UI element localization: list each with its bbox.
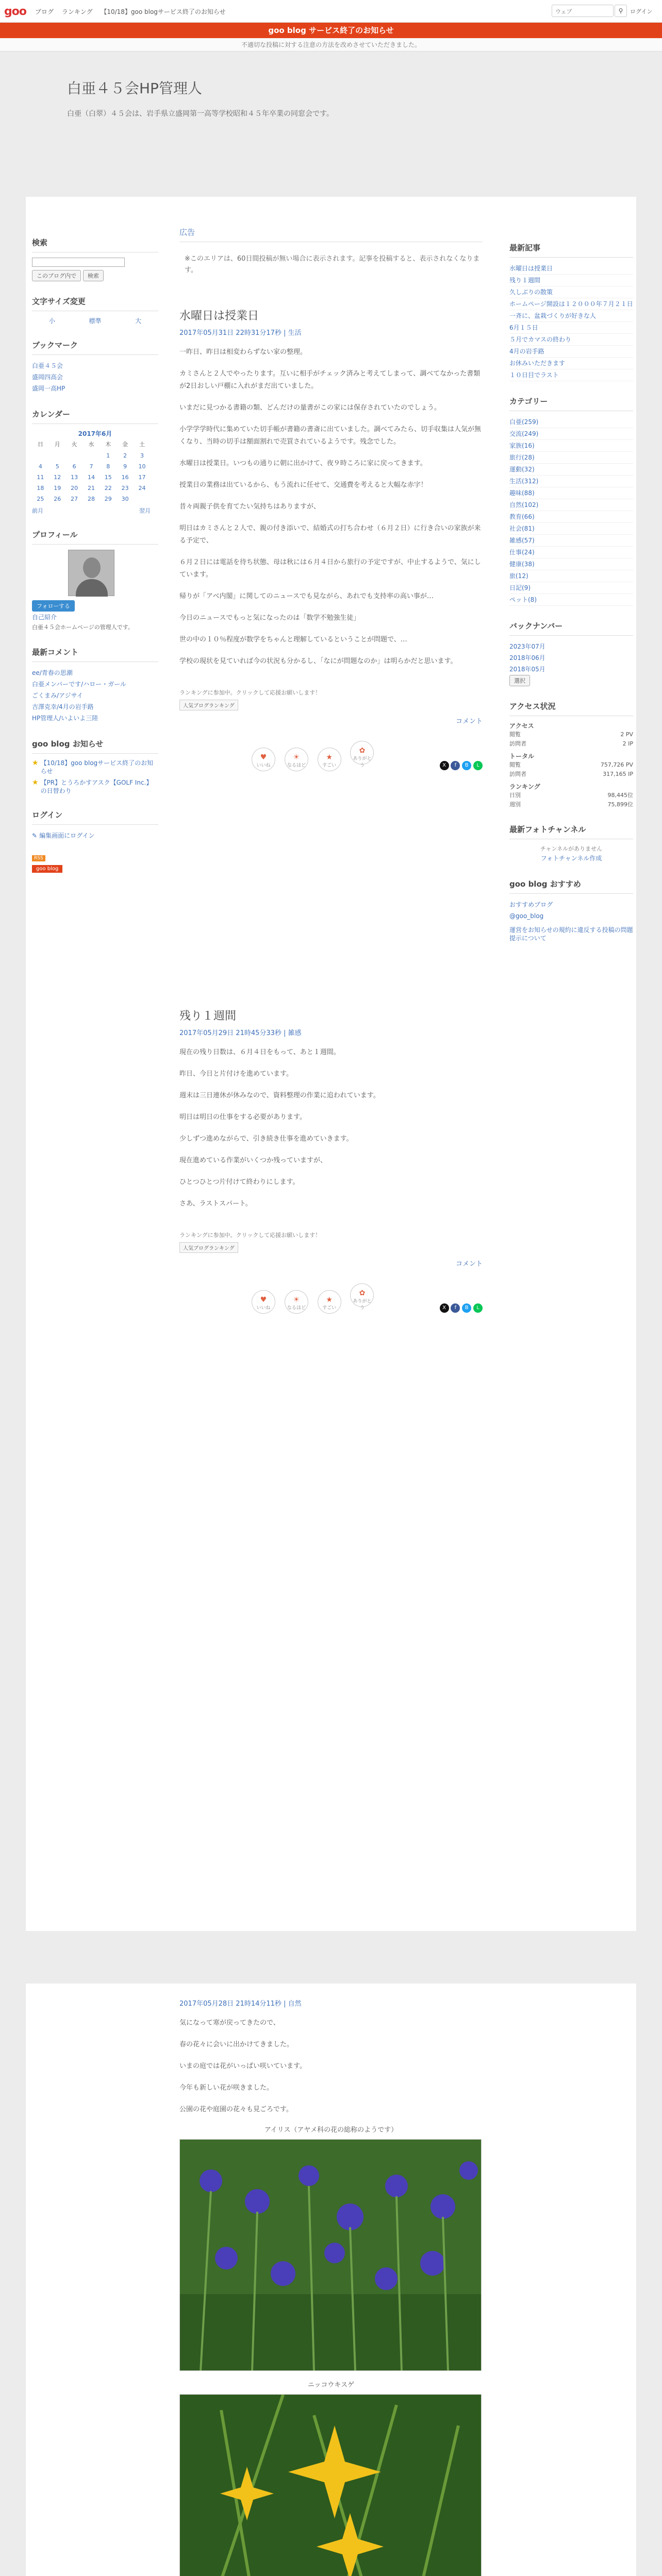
bookmark-link[interactable]: 白亜４５会 [32, 362, 63, 369]
service-end-banner[interactable]: goo blog サービス終了のお知らせ [0, 23, 662, 38]
entry-paragraph: 少しずつ進めながらで、引き続き仕事を進めていきます。 [179, 1135, 353, 1143]
calendar-day[interactable]: 26 [54, 496, 61, 502]
fontsize-widget-title: 文字サイズ変更 [32, 296, 158, 311]
entry-paragraph: 現在の残り日数は、６月４日をもって、あと１週間。 [179, 1048, 340, 1056]
left-sidebar [32, 237, 158, 873]
calendar-day[interactable]: 7 [89, 463, 93, 470]
ranking-value: 98,445位 [607, 792, 633, 799]
calendar-day[interactable]: 18 [37, 485, 44, 492]
comments-widget-title: 最新コメント [32, 647, 158, 662]
sugoi-button[interactable]: ★ すごい [318, 748, 341, 771]
calendar-weekday: 水 [88, 441, 94, 448]
thanks-button[interactable]: ✿ ありがとう [350, 1283, 374, 1307]
recent-entry-link[interactable]: お休みいただきます [509, 358, 633, 369]
calendar-day[interactable]: 9 [123, 463, 127, 470]
calendar-day[interactable]: 22 [104, 485, 112, 492]
news-link[interactable]: 【10/18】goo blogサービス終了のお知らせ [40, 759, 154, 775]
entry-paragraph: 今年も新しい花が咲きました。 [179, 2084, 274, 2092]
line-share-icon[interactable]: L [473, 1303, 483, 1313]
category-link[interactable]: 白亜(259) [509, 416, 633, 428]
top-bar [0, 0, 662, 23]
entry-paragraph: 授業日の業務は出ているから、もう流れに任せて、交通費を考えると大幅な赤字！ [179, 481, 427, 489]
photo-caption: ニッコウキスゲ [307, 2381, 355, 2389]
total-label: 閲覧 [509, 761, 521, 768]
profile-text: 白亜４５会ホームページの管理人です。 [32, 624, 134, 631]
magnifier-icon[interactable]: ⚲ [615, 5, 627, 17]
inactive-notice: ※このエリアは、60日間投稿が無い場合に表示されます。記事を投稿すると、表示されなくなります。 [185, 255, 480, 274]
calendar-day[interactable]: 27 [71, 496, 78, 502]
goo-logo[interactable]: goo [4, 5, 26, 18]
category-link[interactable]: 趣味(88) [509, 487, 633, 499]
recent-widget-title: 最新記事 [509, 242, 633, 258]
profile-widget-title: プロフィール [32, 529, 158, 545]
entry-paragraph: 一昨日、昨日は相変わらずない家の整理。 [179, 348, 307, 356]
star-icon: ★ [326, 753, 333, 761]
calendar-day[interactable]: 10 [138, 463, 146, 470]
font-normal-link[interactable]: 標準 [89, 317, 102, 325]
calendar-weekday: 火 [71, 441, 77, 448]
backnumber-widget-title: バックナンバー [509, 620, 633, 636]
calendar-weekday: 木 [105, 441, 111, 448]
line-share-icon[interactable]: L [473, 761, 483, 770]
web-search-input[interactable]: ウェブ [552, 5, 614, 17]
access-subtitle: アクセス [509, 722, 534, 730]
calendar-day[interactable]: 3 [140, 452, 144, 459]
daylily-photo[interactable] [179, 2394, 482, 2576]
calendar-day[interactable]: 5 [55, 463, 59, 470]
entry-paragraph: さあ、ラストスパート。 [179, 1200, 252, 1208]
blog-description: 白亜（白翠）４５会は、岩手県立盛岡第一高等学校昭和４５年卒業の同窓会です。 [67, 110, 334, 118]
calendar-day[interactable]: 23 [121, 485, 129, 492]
calendar-weekday: 土 [139, 441, 145, 448]
entry-paragraph: 週末は三日連休が休みなので、資料整理の作業に追われています。 [179, 1092, 380, 1099]
recent-entry-link[interactable]: 久しぶりの散策 [509, 286, 633, 298]
flower-icon: ✿ [359, 747, 366, 755]
ranking-text: ランキングに参加中。クリックして応援お願いします！ [179, 689, 321, 696]
sugoi-button[interactable]: ★ すごい [318, 1290, 341, 1314]
calendar-day[interactable]: 21 [87, 485, 95, 492]
pencil-icon: ✎ [32, 832, 38, 839]
category-link[interactable]: 旅(12) [509, 570, 633, 582]
heart-icon: ♥ [260, 753, 267, 761]
calendar-day[interactable]: 25 [37, 496, 44, 502]
entry-meta[interactable]: 2017年05月31日 22時31分17秒 | 生活 [179, 329, 302, 337]
photo-widget-title: 最新フォトチャンネル [509, 824, 633, 839]
calendar-day [49, 450, 66, 461]
comment-link[interactable]: 白亜メンバーです/ハロー・ガール [32, 681, 126, 688]
entry-paragraph: ６月２日には電話を待ち状態、母は秋には６月４日から旅行の予定ですが、中止するようで、気にしています。 [179, 558, 481, 579]
bookmark-share-icon[interactable]: B [462, 1303, 471, 1313]
calendar-day [32, 450, 49, 461]
login-widget-title: ログイン [32, 809, 158, 825]
top-nav [35, 7, 232, 16]
entry-paragraph: 昨日、今日と片付けを進めています。 [179, 1070, 293, 1078]
calendar-day[interactable]: 2 [123, 452, 127, 459]
calendar-day[interactable]: 29 [104, 496, 112, 502]
naruhodo-button[interactable]: ☀ なるほど [285, 1290, 308, 1314]
backnumber-link[interactable]: 2023年07月 [509, 643, 545, 650]
blog-header [0, 52, 662, 197]
total-value: 757,726 PV [600, 761, 633, 768]
category-widget-title: カテゴリー [509, 396, 633, 411]
calendar-day[interactable]: 13 [71, 474, 78, 481]
editor-login-link[interactable]: 編集画面にログイン [39, 832, 95, 839]
backnumber-link[interactable]: 2018年05月 [509, 666, 545, 673]
ranking-label: 日別 [509, 792, 521, 799]
calendar-day[interactable]: 14 [87, 474, 95, 481]
bookmark-link[interactable]: 盛岡一高HP [32, 385, 65, 392]
recommend-link[interactable]: おすすめブログ [509, 901, 553, 908]
font-large-link[interactable]: 大 [135, 317, 142, 325]
profile-avatar[interactable] [68, 550, 114, 596]
access-label: 閲覧 [509, 731, 521, 738]
calendar-day[interactable]: 30 [121, 496, 129, 502]
entry-body [179, 2017, 483, 2116]
entry-title[interactable]: 残り１週間 [179, 1010, 237, 1023]
x-share-icon[interactable]: X [440, 761, 449, 770]
calendar-widget-title: カレンダー [32, 409, 158, 424]
ad-label: 広告 [179, 227, 483, 242]
recent-entry-link[interactable]: 6月１５日 [509, 322, 633, 334]
search-scope-select[interactable]: このブログ内で [32, 270, 81, 281]
goo-blog-badge[interactable]: goo blog [32, 865, 62, 873]
category-link[interactable]: 家族(16) [509, 440, 633, 452]
recommend-widget-title: goo blog おすすめ [509, 878, 633, 894]
category-link[interactable]: 健康(38) [509, 558, 633, 570]
thanks-button[interactable]: ✿ ありがとう [350, 741, 374, 765]
star-icon: ★ [326, 1296, 333, 1304]
comment-link[interactable]: ee/青春の思潮 [32, 669, 73, 676]
access-value: 2 IP [622, 740, 633, 747]
like-button[interactable]: ♥ いいね [252, 1290, 275, 1314]
ranking-badge[interactable]: 人気ブログランキング [179, 1242, 238, 1253]
category-link[interactable]: 雑感(57) [509, 535, 633, 547]
blog-title[interactable]: 白亜４５会HP管理人 [67, 80, 202, 97]
calendar-day[interactable]: 11 [37, 474, 44, 481]
rss-icon[interactable]: RSS [32, 855, 45, 861]
entry-page-2 [26, 1984, 636, 2576]
bulb-icon: ☀ [293, 1296, 300, 1304]
entry-paragraph: ひとつひとつ片付けて終わりにします。 [179, 1178, 300, 1186]
entry-paragraph: いまだに見つかる書籍の類、どんだけの量書がこの家には保存されていたのでしょう。 [179, 404, 441, 412]
entry-paragraph: 小学学学時代に集めていた切手帳が書籍の書斎に出ていました。調べてみたら、切手収集は人気が無くなり、当時の切手は額面割れで売買されているようです。残念でした。 [179, 426, 482, 446]
calendar-prev-link[interactable]: 前月 [32, 507, 43, 514]
entry-paragraph: 学校の現状を見ていれば今の状況も分かるし、「なにが問題なのか」は明らかだと思います。 [179, 657, 457, 665]
category-link[interactable]: 自然(102) [509, 499, 633, 511]
calendar-day [83, 450, 100, 461]
comment-link[interactable]: コメント [455, 1260, 483, 1268]
calendar-day[interactable]: 16 [121, 474, 129, 481]
entry-paragraph: 現在進めている作業がいくつか残っていますが、 [179, 1157, 327, 1164]
ranking-label: 週別 [509, 801, 521, 808]
bookmark-link[interactable]: 盛岡四高会 [32, 374, 63, 381]
calendar-weekday: 日 [37, 441, 43, 448]
backnumber-select[interactable]: 選択 [509, 675, 530, 686]
star-icon: ★ [32, 778, 39, 787]
total-subtitle: トータル [509, 753, 535, 760]
bookmark-share-icon[interactable]: B [462, 761, 471, 770]
entry-paragraph: 明日は明日の仕事をする必要があります。 [179, 1113, 306, 1121]
nav-blog[interactable]: ブログ [35, 8, 54, 15]
comment-link[interactable]: 吉澤克幸/4月の岩手路 [32, 703, 94, 710]
calendar-day[interactable]: 28 [87, 496, 95, 502]
entry-meta[interactable]: 2017年05月29日 21時45分33秒 | 雑感 [179, 1029, 302, 1037]
recent-entry-link[interactable]: 水曜日は授業日 [509, 263, 633, 275]
main-column [179, 227, 483, 1313]
access-widget-title: アクセス状況 [509, 701, 633, 716]
entry-paragraph: 帰りが「アベ内閣」に関してのニュースでも見ながら、あれでも支持率の高い事が… [179, 592, 434, 600]
comment-link[interactable]: コメント [455, 718, 483, 725]
category-link[interactable]: 教育(66) [509, 511, 633, 523]
star-icon: ★ [32, 759, 39, 767]
entry-paragraph: 世の中の１０％程度が数学をちゃんと理解しているということが問題で、… [179, 636, 407, 643]
flower-icon: ✿ [359, 1289, 366, 1297]
category-link[interactable]: 運動(32) [509, 464, 633, 476]
blog-search-button[interactable]: 検索 [83, 270, 104, 281]
recent-entry-link[interactable]: 4月の岩手路 [509, 346, 633, 358]
nav-notice[interactable]: 【10/18】goo blogサービス終了のお知らせ [101, 8, 226, 15]
entry-paragraph: 水曜日は授業日。いつもの通りに朝に出かけて、夜９時ころに家に戻ってきます。 [179, 460, 427, 467]
calendar-day[interactable]: 19 [54, 485, 61, 492]
facebook-share-icon[interactable]: f [451, 1303, 460, 1313]
follow-button[interactable]: フォローする [32, 600, 75, 612]
calendar-next-link[interactable]: 翌月 [139, 507, 151, 514]
category-link[interactable]: ペット(8) [509, 594, 633, 606]
calendar-day [66, 450, 83, 461]
iris-image [180, 2140, 482, 2371]
calendar-day[interactable]: 12 [54, 474, 61, 481]
recent-entry-link[interactable]: ５月でカマスの終わり [509, 334, 633, 346]
calendar-weekday: 金 [122, 441, 128, 448]
recent-entry-link[interactable]: 一斉に、盆栽づくりが好きな人 [509, 310, 633, 322]
comment-link[interactable]: HP管理人/いよいよ三陸 [32, 715, 98, 722]
entry-paragraph: 昔々両親子供を育てたい気持ちはありますが、 [179, 503, 321, 511]
news-widget-title: goo blog お知らせ [32, 738, 158, 754]
entry-paragraph: 今日のニュースでもっと気になったのは「数学不勉強生徒」 [179, 614, 360, 622]
category-link[interactable]: 生活(312) [509, 476, 633, 487]
total-value: 317,165 IP [603, 771, 633, 777]
calendar-day[interactable]: 17 [138, 474, 146, 481]
calendar-table [32, 438, 151, 504]
blog-search-input[interactable] [32, 258, 125, 267]
calendar-day [134, 494, 151, 504]
ranking-badge[interactable]: 人気ブログランキング [179, 700, 238, 710]
x-share-icon[interactable]: X [440, 1303, 449, 1313]
ranking-text: ランキングに参加中。クリックして応援お願いします！ [179, 1232, 321, 1239]
entry-title[interactable]: 水曜日は授業日 [179, 310, 259, 323]
recent-entry-link[interactable]: １０日目でラスト [509, 369, 633, 381]
category-link[interactable]: 旅行(28) [509, 452, 633, 464]
calendar-day[interactable]: 24 [138, 485, 146, 492]
calendar-day[interactable]: 20 [71, 485, 78, 492]
calendar-day[interactable]: 1 [106, 452, 110, 459]
like-button[interactable]: ♥ いいね [252, 748, 275, 771]
entry-paragraph: 春の花々に会いに出かけてきました。 [179, 2041, 294, 2048]
access-value: 2 PV [620, 731, 633, 738]
font-small-link[interactable]: 小 [48, 317, 55, 325]
search-widget-title: 検索 [32, 237, 158, 252]
calendar-day[interactable]: 15 [104, 474, 112, 481]
banner-subtext: 不適切な投稿に対する注意の方法を改めさせていただきました。 [0, 38, 662, 52]
photo-create-link[interactable]: フォトチャンネル作成 [540, 855, 602, 862]
facebook-share-icon[interactable]: f [451, 761, 460, 770]
heart-icon: ♥ [260, 1296, 267, 1304]
recent-entry-link[interactable]: 残り１週間 [509, 275, 633, 286]
news-link[interactable]: 【PR】とうろかすアスク【GOLF Inc.】の日替わり [40, 779, 153, 794]
entry-meta[interactable]: 2017年05月28日 21時14分11秒 | 自然 [179, 2000, 302, 2008]
entry-paragraph: 公園の花や庭園の花々も見ごろです。 [179, 2106, 293, 2113]
bookmark-widget-title: ブックマーク [32, 340, 158, 355]
daylily-image [180, 2395, 482, 2576]
calendar-day[interactable]: 4 [38, 463, 42, 470]
entry-paragraph: 気になって寒が戻ってきたので、 [179, 2019, 280, 2027]
category-link[interactable]: 社会(81) [509, 523, 633, 535]
calendar-weekday: 月 [54, 441, 60, 448]
entry-paragraph: いまの庭では花がいっぱい咲いています。 [179, 2062, 306, 2070]
ranking-subtitle: ランキング [509, 783, 540, 790]
entry-body [179, 346, 483, 668]
login-link[interactable]: ログイン [630, 8, 653, 15]
calendar-month: 2017年6月 [78, 430, 112, 437]
photo-caption: アイリス（アヤメ科の花の総称のようです） [264, 2126, 398, 2134]
nav-ranking[interactable]: ランキング [61, 8, 93, 15]
profile-intro-link[interactable]: 自己紹介 [32, 614, 57, 621]
ranking-value: 75,899位 [607, 801, 633, 808]
total-label: 訪問者 [509, 771, 526, 777]
category-link[interactable]: 交流(249) [509, 428, 633, 440]
calendar-day[interactable]: 8 [106, 463, 110, 470]
photo-empty-text: チャンネルがありません [540, 845, 603, 852]
comment-link[interactable]: ごくまみ/アジサイ [32, 692, 83, 699]
calendar-day[interactable]: 6 [72, 463, 76, 470]
recommend-link[interactable]: @goo_blog [509, 912, 544, 920]
naruhodo-button[interactable]: ☀ なるほど [285, 748, 308, 771]
entry-paragraph: 明日はカミさんと２人で、親の付き添いで、結婚式の打ち合わせ（６月２日）に行き合いの家族が来る予定で、 [179, 524, 481, 545]
right-sidebar [509, 242, 633, 942]
recommend-note-link[interactable]: 運営をお知らせの規約に違反する投稿の問題提示について [509, 926, 633, 942]
category-link[interactable]: 日記(9) [509, 582, 633, 594]
entry-paragraph: カミさんと２人でやったります。互いに相手がチェック済みと考えてしまって、調べてなかった書類が2日おしい戸棚に入れがまだ出ていました。 [179, 370, 481, 390]
backnumber-link[interactable]: 2018年06月 [509, 654, 545, 662]
access-label: 訪問者 [509, 740, 526, 747]
recent-entry-link[interactable]: ホームページ開設は１２０００年７月２１日 [509, 298, 633, 310]
bulb-icon: ☀ [293, 753, 300, 761]
iris-photo[interactable] [179, 2139, 482, 2371]
category-link[interactable]: 仕事(24) [509, 547, 633, 558]
entry-body [179, 1046, 483, 1210]
